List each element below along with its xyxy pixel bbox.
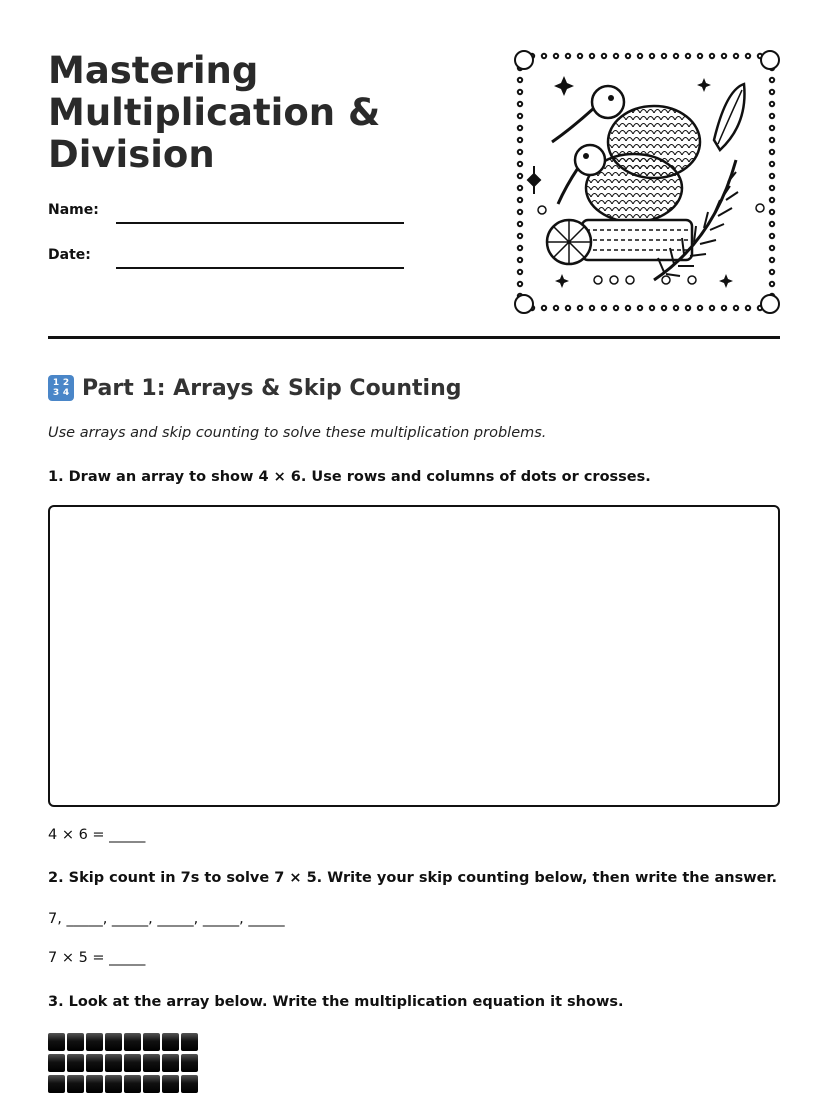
array-cell (162, 1054, 179, 1072)
worksheet-title: Mastering Multiplication & Division (48, 49, 381, 176)
question-2-prompt: 2. Skip count in 7s to solve 7 × 5. Write your skip counting below, then write the answer. (48, 870, 778, 886)
array-cell (124, 1033, 141, 1051)
question-3-prompt: 3. Look at the array below. Write the multiplication equation it shows. (48, 994, 624, 1010)
question-1-prompt: 1. Draw an array to show 4 × 6. Use rows and columns of dots or crosses. (48, 469, 651, 485)
array-cell (48, 1033, 65, 1051)
array-row (48, 1054, 198, 1072)
date-label: Date: (48, 247, 91, 263)
array-cell (143, 1075, 160, 1093)
array-cell (67, 1075, 84, 1093)
array-cell (86, 1054, 103, 1072)
array-cell (105, 1075, 122, 1093)
array-cell (86, 1075, 103, 1093)
date-field[interactable] (116, 267, 404, 269)
array-row (48, 1033, 198, 1051)
part1-title: Part 1: Arrays & Skip Counting (82, 375, 462, 401)
array-cell (143, 1054, 160, 1072)
array-cell (143, 1033, 160, 1051)
array-cell (105, 1054, 122, 1072)
kiwi-illustration (514, 50, 780, 314)
question-2-equation[interactable]: 7 × 5 = _____ (48, 950, 146, 966)
array-cell (181, 1075, 198, 1093)
part1-heading (48, 372, 461, 404)
array-cell (181, 1054, 198, 1072)
name-field[interactable] (116, 222, 404, 224)
array-cell (48, 1054, 65, 1072)
array-row (48, 1075, 198, 1093)
array-cell (67, 1033, 84, 1051)
section-divider (48, 336, 780, 339)
numbers-icon: 1 2 3 4 (48, 375, 74, 401)
name-label: Name: (48, 202, 99, 218)
array-cell (162, 1033, 179, 1051)
question-3-array (48, 1033, 198, 1096)
skip-count-line[interactable]: 7, _____, _____, _____, _____, _____ (48, 911, 285, 927)
array-cell (162, 1075, 179, 1093)
array-cell (67, 1054, 84, 1072)
array-drawing-area[interactable] (48, 505, 780, 807)
array-cell (181, 1033, 198, 1051)
array-cell (124, 1054, 141, 1072)
array-cell (124, 1075, 141, 1093)
array-cell (48, 1075, 65, 1093)
array-cell (105, 1033, 122, 1051)
part1-instructions: Use arrays and skip counting to solve these multiplication problems. (48, 425, 547, 441)
array-cell (86, 1033, 103, 1051)
question-1-equation[interactable]: 4 × 6 = _____ (48, 827, 146, 843)
